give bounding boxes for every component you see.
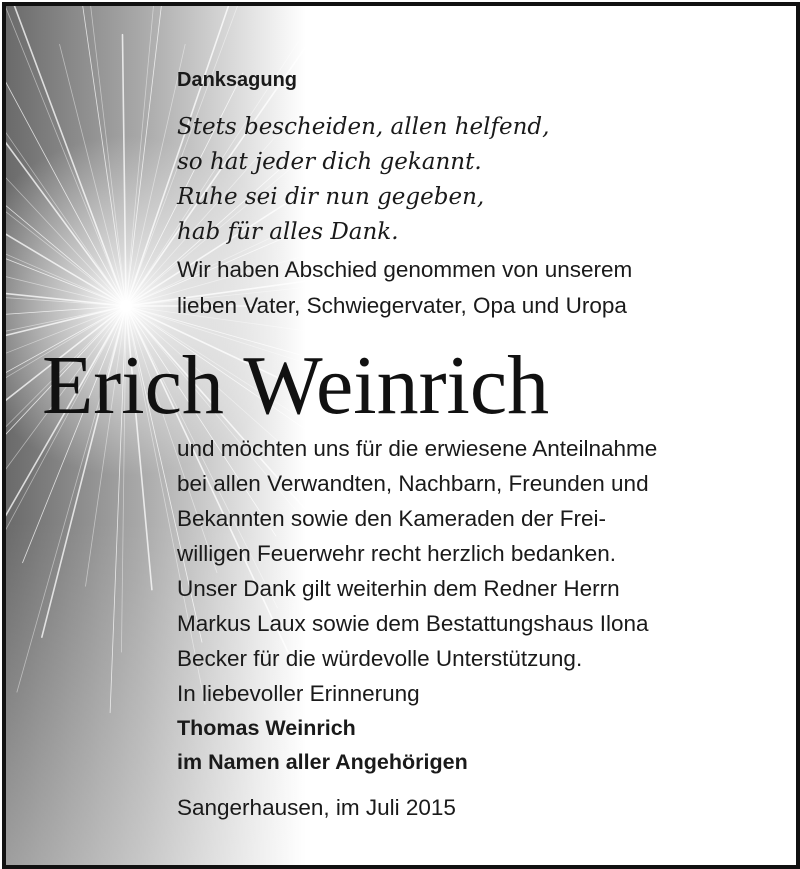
thanks-line: Unser Dank gilt weiterhin dem Redner Herrn xyxy=(177,576,620,601)
obituary-notice xyxy=(2,2,800,869)
thanks-line: bei allen Verwandten, Nachbarn, Freunden und xyxy=(177,471,649,496)
signer-name: Thomas Weinrich xyxy=(177,716,356,740)
signer-family: im Namen aller Angehörigen xyxy=(177,750,468,774)
intro-line: lieben Vater, Schwiegervater, Opa und Uropa xyxy=(177,293,627,318)
intro-text xyxy=(177,252,632,324)
thanks-text xyxy=(177,431,657,676)
deceased-name: Erich Weinrich xyxy=(42,339,550,432)
thanks-line: Bekannten sowie den Kameraden der Frei- xyxy=(177,506,606,531)
intro-line: Wir haben Abschied genommen von unserem xyxy=(177,257,633,282)
poem-line: Ruhe sei dir nun gegeben, xyxy=(177,184,485,210)
poem-line: Stets bescheiden, allen helfend, xyxy=(177,114,550,140)
thanks-line: Markus Laux sowie dem Bestattungshaus Ilona xyxy=(177,611,649,636)
poem xyxy=(177,110,549,250)
poem-line: so hat jeder dich gekannt. xyxy=(177,149,482,175)
heading: Danksagung xyxy=(177,69,298,91)
closing xyxy=(177,677,468,779)
poem-line: hab für alles Dank. xyxy=(177,219,399,245)
thanks-line: und möchten uns für die erwiesene Anteilnahme xyxy=(177,436,658,461)
thanks-line: willigen Feuerwehr recht herzlich bedanken. xyxy=(177,541,616,566)
thanks-line: Becker für die würdevolle Unterstützung. xyxy=(177,646,583,671)
place-date: Sangerhausen, im Juli 2015 xyxy=(177,795,456,820)
closing-line: In liebevoller Erinnerung xyxy=(177,681,420,706)
